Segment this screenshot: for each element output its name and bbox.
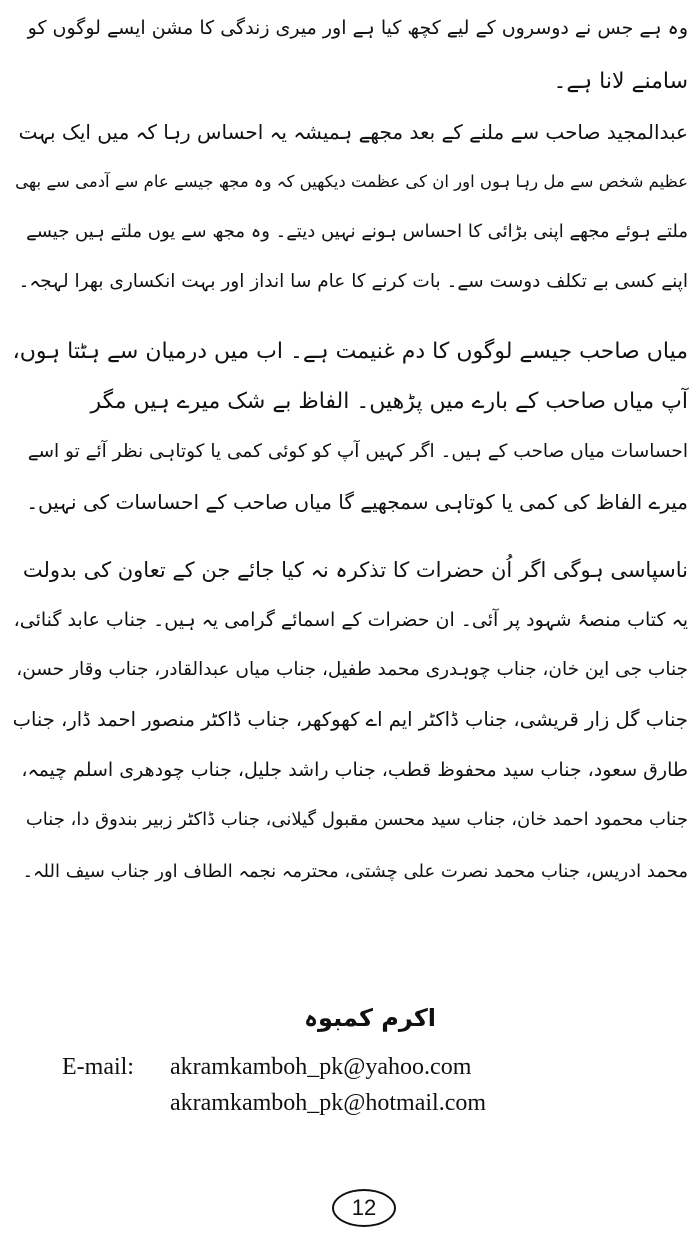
text-line: عبدالمجید صاحب سے ملنے کے بعد مجھے ہمیشہ یہ احساس رہا کہ میں ایک بہت: [18, 120, 688, 144]
text-line: ملتے ہوئے مجھے اپنی بڑائی کا احساس ہونے نہیں دیتے۔ وہ مجھ سے یوں ملتے ہیں جیسے: [26, 221, 688, 242]
text-line: آپ میاں صاحب کے بارے میں پڑھیں۔ الفاظ بے شک میرے ہیں مگر: [90, 389, 688, 414]
text-line: جناب محمود احمد خان، جناب سید محسن مقبول گیلانی، جناب ڈاکٹر زبیر بندوق دا، جناب: [25, 809, 688, 830]
email-address-yahoo[interactable]: akramkamboh_pk@yahoo.com: [170, 1054, 472, 1080]
text-line: وہ ہے جس نے دوسروں کے لیے کچھ کیا ہے اور میری زندگی کا مشن ایسے لوگوں کو: [27, 17, 688, 39]
text-line: جناب جی این خان، جناب چوہدری محمد طفیل، جناب میاں عبدالقادر، جناب وقار حسن،: [16, 659, 688, 680]
text-line: احساسات میاں صاحب کے ہیں۔ اگر کہیں آپ کو کوئی کمی یا کوتاہی نظر آئے تو اسے: [27, 441, 688, 462]
text-line: سامنے لانا ہے۔: [553, 69, 688, 94]
page-number-text: 12: [351, 1195, 377, 1220]
text-line: ناسپاسی ہوگی اگر اُن حضرات کا تذکرہ نہ کیا جائے جن کے تعاون کی بدولت: [22, 558, 688, 582]
text-line: محمد ادریس، جناب محمد نصرت علی چشتی، محترمہ نجمہ الطاف اور جناب سیف اللہ۔: [22, 861, 688, 882]
page-number: [332, 1189, 396, 1227]
text-line: طارق سعود، جناب سید محفوظ قطب، جناب راشد جلیل، جناب چودھری اسلم چیمہ،: [21, 759, 688, 781]
email-label: E-mail:: [62, 1054, 134, 1080]
email-address-hotmail[interactable]: akramkamboh_pk@hotmail.com: [170, 1090, 487, 1116]
text-line: جناب گل زار قریشی، جناب ڈاکٹر ایم اے کھوکھر، جناب ڈاکٹر منصور احمد ڈار، جناب: [12, 708, 688, 731]
author-signature: اکرم کمبوہ: [303, 1004, 436, 1032]
text-line: میرے الفاظ کی کمی یا کوتاہی سمجھیے گا میاں صاحب کے احساسات کی نہیں۔: [26, 490, 688, 514]
text-line: اپنے کسی بے تکلف دوست سے۔ بات کرنے کا عام سا انداز اور بہت انکساری بھرا لہجہ۔: [18, 271, 688, 292]
text-line: میاں صاحب جیسے لوگوں کا دم غنیمت ہے۔ اب میں درمیان سے ہٹتا ہوں،: [12, 339, 688, 364]
text-line: عظیم شخص سے مل رہا ہوں اور ان کی عظمت دیکھیں کہ وہ مجھ جیسے عام سے آدمی سے بھی: [15, 172, 688, 191]
text-line: یہ کتاب منصۂ شہود پر آئی۔ ان حضرات کے اسمائے گرامی یہ ہیں۔ جناب عابد گنائی،: [13, 609, 688, 631]
